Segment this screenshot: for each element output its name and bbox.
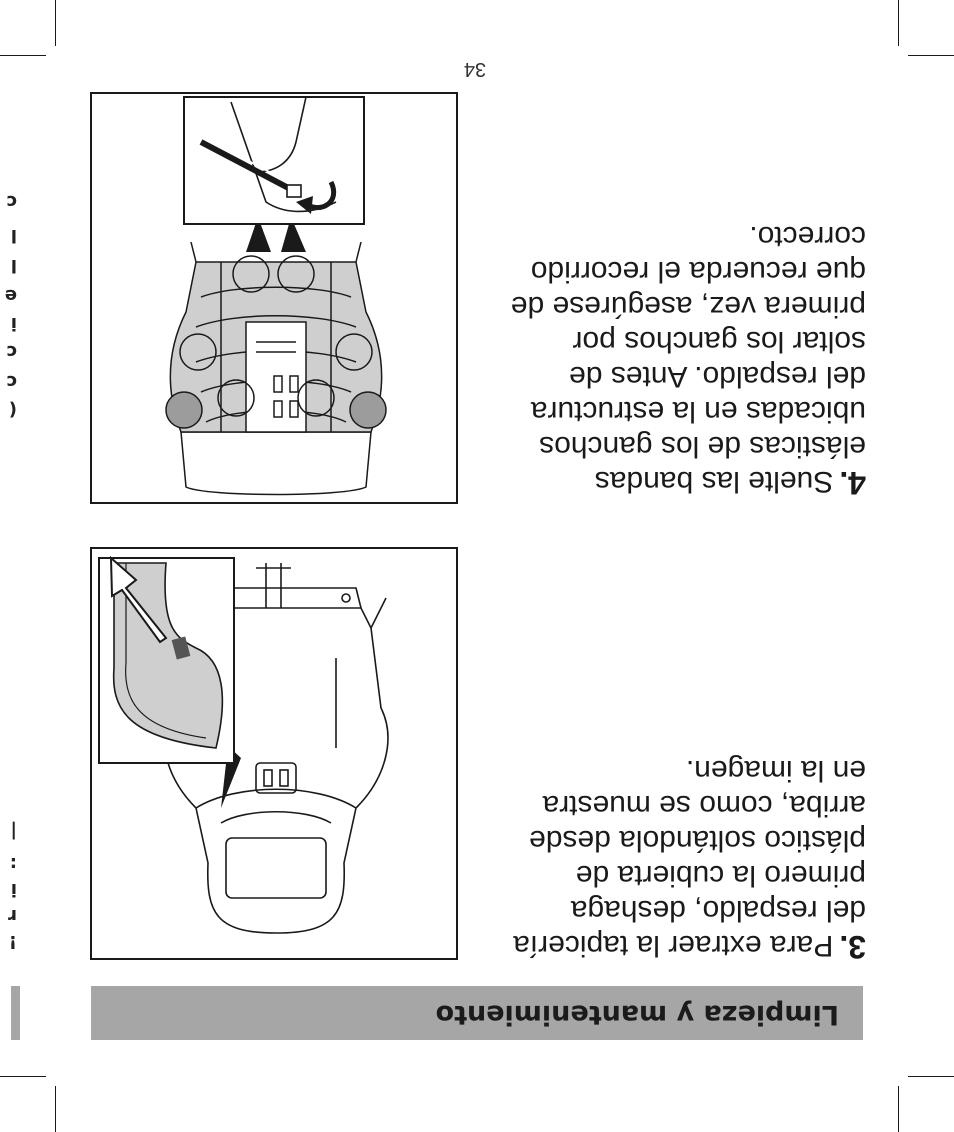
- step-3-line-5: arriba, como se muestra: [542, 789, 866, 822]
- step-3-line-4: plástico soltándola desde: [529, 824, 866, 857]
- step-4-line-4: del respaldo. Antes de: [569, 360, 866, 393]
- step-3-line-3: primero la cubierta de: [575, 859, 866, 892]
- page-title: Limpieza y mantenimiento: [435, 999, 839, 1030]
- crop-mark: [898, 0, 899, 46]
- step-4-line-7: que recuerda el recorrido: [530, 255, 866, 288]
- margin-char: :: [9, 853, 17, 874]
- margin-char: (: [8, 399, 17, 420]
- crop-mark: [0, 55, 46, 56]
- margin-char: |: [10, 821, 17, 842]
- step-4-text: [496, 219, 866, 500]
- margin-fragments: [1, 152, 21, 952]
- margin-char: r: [8, 905, 17, 926]
- crop-mark: [908, 55, 954, 56]
- margin-char: c: [6, 371, 17, 392]
- crop-mark: [898, 1086, 899, 1132]
- side-tab-marker: [11, 986, 20, 1040]
- step-4-line-2: elásticas de los ganchos: [539, 430, 866, 463]
- margin-char: l: [10, 255, 17, 276]
- crop-mark: [55, 0, 56, 46]
- step-3-line-6: en la imagen.: [685, 754, 866, 787]
- margin-char: e: [4, 285, 17, 306]
- step-4-line-1: 4.Suelte las bandas: [594, 465, 866, 501]
- margin-char: l: [10, 225, 17, 246]
- margin-char: c: [6, 341, 17, 362]
- elastic-bands-illustration: [90, 92, 458, 504]
- crop-mark: [55, 1086, 56, 1132]
- step-3-line-2: del respaldo, deshaga: [570, 894, 866, 927]
- step-4-number: 4.: [839, 465, 866, 501]
- margin-char: i: [10, 879, 17, 900]
- step-4-line-5: soltar los ganchos por: [572, 325, 866, 358]
- page-number: 34: [463, 58, 487, 80]
- margin-char: c: [6, 191, 17, 212]
- step-3-text: [496, 753, 866, 964]
- seat-back-cover-drawing: [92, 549, 456, 958]
- seat-back-cover-illustration: [90, 547, 458, 960]
- section-header-bar: [91, 986, 863, 1040]
- step-4-line-6: primera vez, asegúrese de: [510, 290, 866, 323]
- step-3-number: 3.: [839, 929, 866, 965]
- crop-mark: [908, 1076, 954, 1077]
- margin-char: i: [10, 313, 17, 334]
- margin-char: !: [8, 931, 17, 952]
- crop-mark: [0, 1076, 46, 1077]
- elastic-bands-drawing: [92, 94, 456, 502]
- step-4-line-8: correcto.: [749, 220, 866, 253]
- step-4-line-3: ubicadas en la estructura: [530, 395, 866, 428]
- step-3-line-1: 3.Para extraer la tapicería: [513, 929, 866, 965]
